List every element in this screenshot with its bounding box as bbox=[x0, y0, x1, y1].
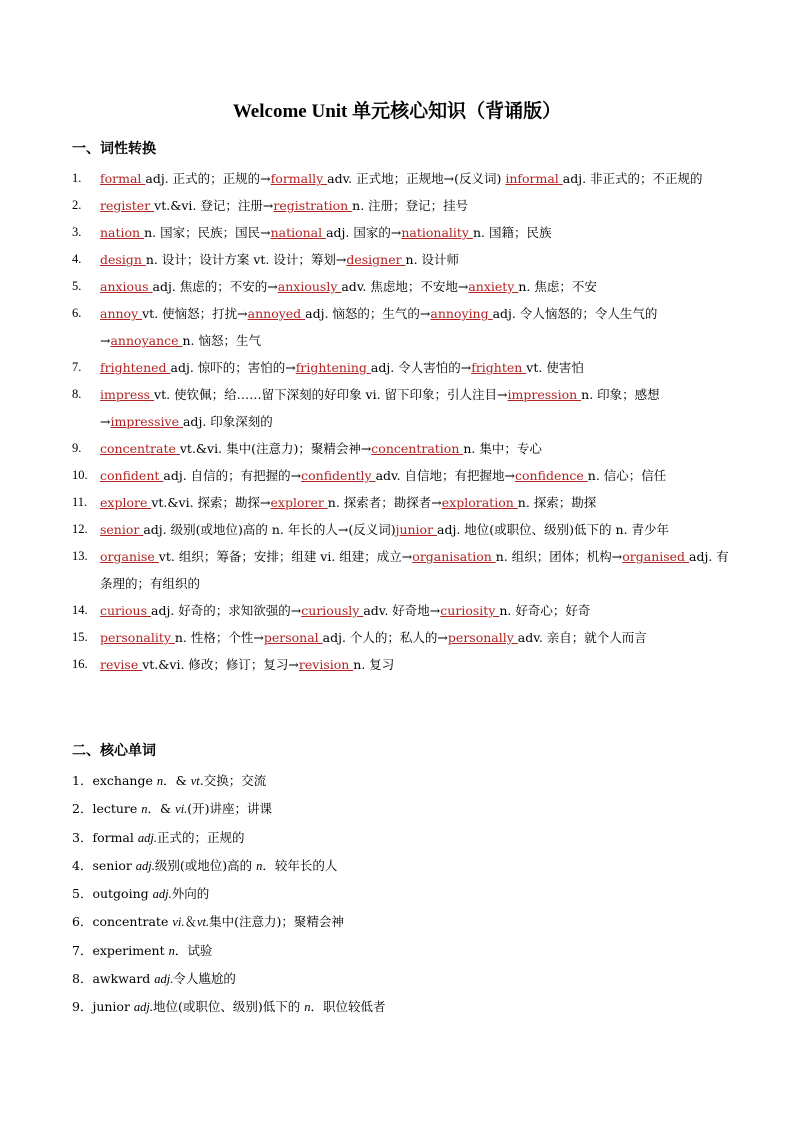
entry-text: 正式的；正规的 bbox=[156, 829, 245, 845]
item-number: 14. bbox=[72, 603, 88, 617]
definition-text: vt.&vi. 集中(注意力)；聚精会神→ bbox=[179, 441, 372, 456]
list-item bbox=[72, 273, 732, 300]
item-text bbox=[100, 381, 732, 435]
list-item bbox=[72, 993, 732, 1021]
definition-text: vt. 组织；筹备；安排；组建 vi. 组建；成立→ bbox=[158, 549, 413, 564]
vocab-word: confident bbox=[100, 468, 164, 483]
definition-text: n. 注册；登记；挂号 bbox=[352, 198, 469, 213]
item-text bbox=[100, 597, 732, 624]
vocab-word: anxiously bbox=[277, 279, 342, 294]
part-of-speech: n bbox=[256, 858, 263, 873]
definition-text: adj. 自信的；有把握的→ bbox=[163, 468, 302, 483]
vocab-word: impression bbox=[507, 387, 582, 402]
entry-text: 2．lecture bbox=[72, 801, 142, 817]
item-text bbox=[100, 624, 732, 651]
vocab-word: senior bbox=[100, 522, 144, 537]
vocab-word: organisation bbox=[412, 549, 496, 564]
item-number: 16. bbox=[72, 657, 88, 671]
definition-text: adv. 自信地；有把握地→ bbox=[375, 468, 516, 483]
list-item bbox=[72, 381, 732, 435]
definition-text: adj. 焦虑的；不安的→ bbox=[152, 279, 278, 294]
item-text bbox=[100, 354, 732, 381]
definition-text: vt. 使害怕 bbox=[526, 360, 584, 375]
item-text bbox=[100, 462, 732, 489]
vocab-word: annoying bbox=[430, 306, 493, 321]
vocab-word: register bbox=[100, 198, 155, 213]
entry-text: 1．exchange bbox=[72, 773, 157, 788]
item-number: 13. bbox=[72, 549, 88, 563]
definition-text: adj. 正式的；正规的→ bbox=[145, 171, 271, 186]
item-text bbox=[100, 219, 732, 246]
part-of-speech: vi. bbox=[175, 802, 188, 817]
item-number: 5. bbox=[72, 279, 82, 293]
part-of-speech: n bbox=[168, 943, 175, 958]
vocab-word: personality bbox=[100, 630, 175, 645]
entry-text: 9．junior bbox=[72, 999, 134, 1015]
item-text bbox=[100, 273, 732, 300]
definition-text: n. 印象；感想→ bbox=[100, 387, 660, 429]
vocab-word: designer bbox=[346, 252, 406, 267]
item-text bbox=[100, 543, 732, 597]
item-text bbox=[100, 192, 732, 219]
definition-text: n. 国籍；民族 bbox=[472, 225, 552, 240]
list-item bbox=[72, 543, 732, 597]
item-number: 4. bbox=[72, 252, 82, 266]
definition-text: adj. 好奇的；求知欲强的→ bbox=[151, 603, 302, 618]
list-item bbox=[72, 192, 732, 219]
entry-text: 级别(或地位)高的 bbox=[154, 857, 257, 873]
vocab-word: frightened bbox=[100, 360, 171, 375]
definition-text: adj. 级别(或地位)高的 n. 年长的人→(反义词) bbox=[143, 522, 396, 537]
definition-text: vt.&vi. 登记；注册→ bbox=[154, 198, 274, 213]
item-number: 10. bbox=[72, 468, 88, 482]
part-of-speech: adj. bbox=[135, 858, 155, 873]
list-item bbox=[72, 767, 732, 795]
definition-text: adj. 印象深刻的 bbox=[182, 414, 273, 429]
entry-text: 外向的 bbox=[171, 886, 210, 902]
vocab-word: national bbox=[270, 225, 327, 240]
entry-text: (开)讲座；讲课 bbox=[187, 801, 273, 817]
vocab-word: formal bbox=[100, 171, 146, 186]
vocab-word: anxious bbox=[100, 279, 153, 294]
item-number: 8. bbox=[72, 387, 82, 401]
vocab-word: nation bbox=[100, 225, 145, 240]
definition-text: adv. 正式地；正规地→(反义词) bbox=[327, 171, 506, 186]
definition-text: n. 性格；个性→ bbox=[174, 630, 264, 645]
definition-text: vt. 使钦佩；给……留下深刻的好印象 vi. 留下印象；引人注目→ bbox=[154, 387, 508, 402]
entry-text: ．& bbox=[163, 773, 191, 788]
vocab-word: annoy bbox=[100, 306, 143, 321]
list-item bbox=[72, 300, 732, 354]
vocab-word: concentration bbox=[371, 441, 464, 456]
part-of-speech: vt. bbox=[197, 915, 210, 930]
vocab-word: informal bbox=[505, 171, 563, 186]
list-item bbox=[72, 651, 732, 678]
vocab-word: annoyed bbox=[247, 306, 306, 321]
entry-text: 4．senior bbox=[72, 857, 136, 873]
vocab-word: frighten bbox=[471, 360, 527, 375]
item-number: 7. bbox=[72, 360, 82, 374]
definition-text: adj. 非正式的；不正规的 bbox=[562, 171, 703, 186]
list-item bbox=[72, 624, 732, 651]
definition-text: adj. 令人恼怒的；令人生气的→ bbox=[100, 306, 658, 348]
list-item bbox=[72, 219, 732, 246]
list-item bbox=[72, 516, 732, 543]
item-text bbox=[100, 489, 732, 516]
vocab-word: revision bbox=[298, 657, 354, 672]
definition-text: vt.&vi. 探索；勘探→ bbox=[151, 495, 271, 510]
entry-text: ．职位较低者 bbox=[310, 999, 386, 1015]
definition-text: n. 探索者；勘探者→ bbox=[327, 495, 442, 510]
definition-text: n. 恼怒；生气 bbox=[182, 333, 261, 348]
list-item bbox=[72, 597, 732, 624]
definition-text: adj. 惊吓的；害怕的→ bbox=[170, 360, 296, 375]
vocab-word: explorer bbox=[270, 495, 328, 510]
vocab-word: registration bbox=[273, 198, 353, 213]
part-of-speech: n bbox=[156, 774, 164, 788]
definition-text: adj. 地位(或职位、级别)低下的 n. 青少年 bbox=[437, 522, 670, 537]
item-number: 2. bbox=[72, 198, 82, 212]
definition-text: n. 设计；设计方案 vt. 设计；筹划→ bbox=[145, 252, 347, 267]
item-number: 3. bbox=[72, 225, 82, 239]
list-item bbox=[72, 246, 732, 273]
definition-text: adv. 亲自；就个人而言 bbox=[517, 630, 647, 645]
list-item bbox=[72, 435, 732, 462]
part-of-speech: vi. bbox=[172, 915, 185, 930]
vocab-word: frightening bbox=[295, 360, 371, 375]
definition-text: adj. 令人害怕的→ bbox=[370, 360, 472, 375]
vocab-word: curiously bbox=[301, 603, 364, 618]
vocab-word: organise bbox=[100, 549, 159, 564]
definition-text: n. 好奇心；好奇 bbox=[499, 603, 591, 618]
vocab-word: anxiety bbox=[468, 279, 519, 294]
entry-text: ＆ bbox=[184, 914, 197, 930]
list-item bbox=[72, 165, 732, 192]
vocab-word: organised bbox=[622, 549, 690, 564]
entry-text: 3．formal bbox=[72, 829, 138, 845]
vocab-word: curiosity bbox=[440, 603, 500, 618]
part-of-speech: adj. bbox=[137, 830, 157, 845]
list-item bbox=[72, 880, 732, 908]
section-heading-word-forms: 一、词性转换 bbox=[72, 141, 156, 157]
definition-text: n. 组织；团体；机构→ bbox=[495, 549, 623, 564]
definition-text: adj. 有条理的；有组织的 bbox=[100, 549, 729, 591]
definition-text: n. 信心；信任 bbox=[587, 468, 667, 483]
list-item bbox=[72, 965, 732, 993]
vocab-word: explore bbox=[100, 495, 152, 510]
item-number: 15. bbox=[72, 630, 88, 644]
list-item bbox=[72, 852, 732, 880]
vocab-word: personal bbox=[263, 630, 323, 645]
vocab-word: junior bbox=[395, 522, 438, 537]
vocab-word: nationality bbox=[401, 225, 473, 240]
definition-text: adv. 焦虑地；不安地→ bbox=[341, 279, 469, 294]
page-title: Welcome Unit 单元核心知识（背诵版） bbox=[232, 101, 562, 122]
entry-text: 7．experiment bbox=[72, 942, 169, 958]
vocab-word: curious bbox=[100, 603, 151, 618]
vocab-word: design bbox=[100, 252, 146, 267]
item-number: 9. bbox=[72, 441, 82, 455]
part-of-speech: adj. bbox=[154, 972, 174, 987]
vocab-word: confidence bbox=[515, 468, 588, 483]
part-of-speech: vt bbox=[190, 774, 200, 788]
entry-text: ．& bbox=[147, 801, 176, 817]
definition-text: n. 复习 bbox=[353, 657, 395, 672]
vocab-word: impressive bbox=[110, 414, 183, 429]
entry-text: 8．awkward bbox=[72, 971, 155, 987]
entry-text: 令人尴尬的 bbox=[173, 971, 236, 987]
vocab-word: exploration bbox=[441, 495, 518, 510]
word-forms-list bbox=[72, 165, 732, 678]
entry-text: .交换；交流 bbox=[199, 773, 267, 788]
item-text bbox=[100, 165, 732, 192]
definition-text: adj. 国家的→ bbox=[326, 225, 402, 240]
entry-text: ．试验 bbox=[174, 942, 213, 958]
list-item bbox=[72, 354, 732, 381]
item-number: 11. bbox=[72, 495, 88, 509]
definition-text: vt. 使恼怒；打扰→ bbox=[142, 306, 248, 321]
vocab-word: formally bbox=[270, 171, 328, 186]
entry-text: 地位(或职位、级别)低下的 bbox=[153, 999, 305, 1015]
definition-text: adj. 恼怒的；生气的→ bbox=[305, 306, 431, 321]
part-of-speech: n bbox=[141, 802, 148, 817]
definition-text: adv. 好奇地→ bbox=[363, 603, 441, 618]
section-heading-core-words: 二、核心单词 bbox=[72, 743, 156, 759]
list-item bbox=[72, 489, 732, 516]
item-text bbox=[100, 651, 732, 678]
vocab-word: annoyance bbox=[110, 333, 183, 348]
list-item bbox=[72, 824, 732, 852]
definition-text: n. 设计师 bbox=[405, 252, 460, 267]
definition-text: adj. 个人的；私人的→ bbox=[322, 630, 448, 645]
item-text bbox=[100, 246, 732, 273]
item-text bbox=[100, 435, 732, 462]
list-item bbox=[72, 462, 732, 489]
vocab-word: impress bbox=[100, 387, 155, 402]
vocab-word: personally bbox=[447, 630, 518, 645]
vocab-word: confidently bbox=[301, 468, 376, 483]
list-item bbox=[72, 795, 732, 823]
item-number: 6. bbox=[72, 306, 82, 320]
part-of-speech: adj. bbox=[133, 1000, 154, 1015]
definition-text: vt.&vi. 修改；修订；复习→ bbox=[142, 657, 299, 672]
entry-text: 集中(注意力)；聚精会神 bbox=[209, 914, 344, 930]
core-words-list bbox=[72, 767, 732, 1022]
vocab-word: revise bbox=[100, 657, 143, 672]
item-text bbox=[100, 516, 732, 543]
item-number: 1. bbox=[72, 171, 82, 185]
part-of-speech: n bbox=[304, 1000, 311, 1015]
list-item bbox=[72, 908, 732, 936]
entry-text: ．较年长的人 bbox=[262, 857, 338, 873]
item-number: 12. bbox=[72, 522, 88, 536]
definition-text: n. 集中；专心 bbox=[463, 441, 542, 456]
definition-text: n. 焦虑；不安 bbox=[518, 279, 597, 294]
vocab-word: concentrate bbox=[100, 441, 180, 456]
part-of-speech: adj. bbox=[152, 887, 172, 902]
entry-text: 6．concentrate bbox=[72, 914, 173, 930]
entry-text: 5．outgoing bbox=[72, 886, 153, 902]
item-text bbox=[100, 300, 732, 354]
definition-text: n. 探索；勘探 bbox=[517, 495, 597, 510]
definition-text: n. 国家；民族；国民→ bbox=[144, 225, 271, 240]
list-item bbox=[72, 937, 732, 965]
